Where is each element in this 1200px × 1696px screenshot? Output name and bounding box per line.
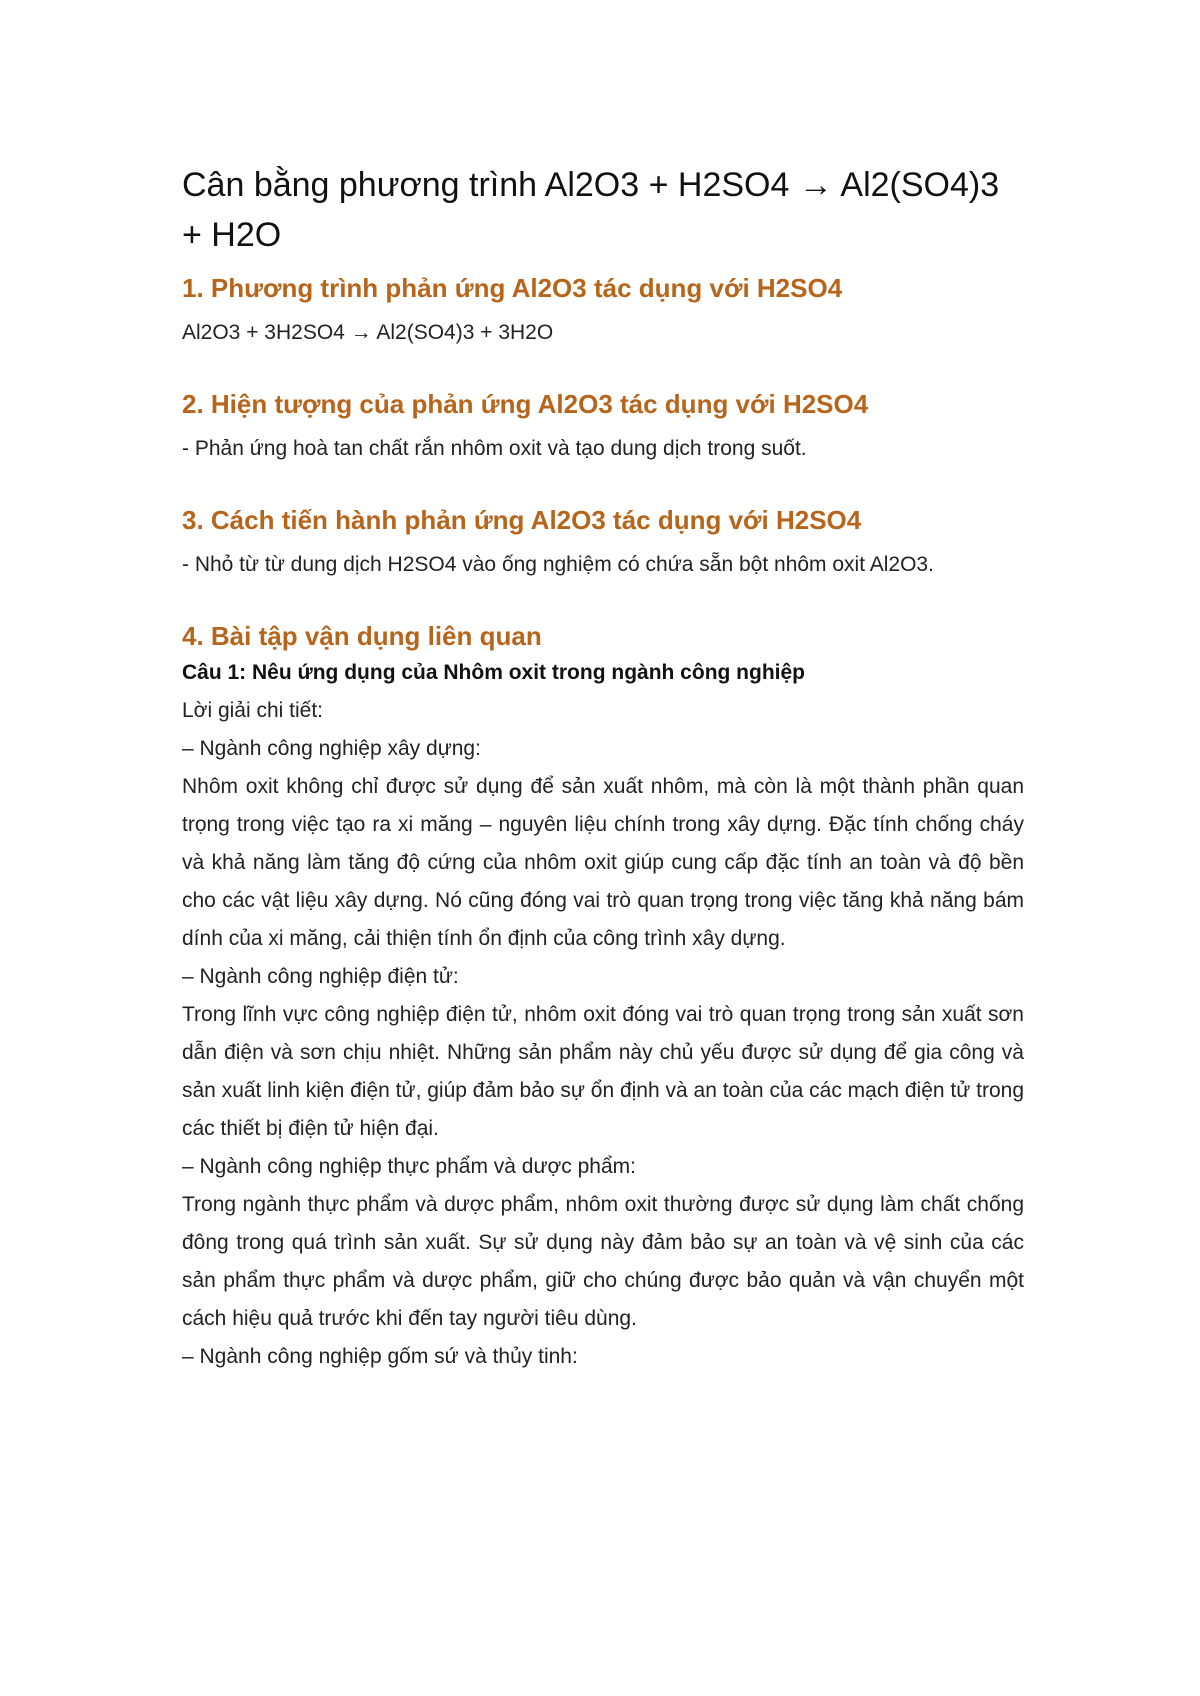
item-title-construction: – Ngành công nghiệp xây dựng:	[182, 737, 481, 760]
item-text-food-pharma: Trong ngành thực phẩm và dược phẩm, nhôm oxit thường được sử dụng làm chất chống đông trong quá trình sản xuất. Sự sử dụng này đảm bảo sự an toàn và vệ sinh của các sản phẩm thực phẩm và dược phẩm, giữ cho chúng được bảo quản và vận chuyển một cách hiệu quả trước khi đến tay người tiêu dùng.	[182, 1193, 1024, 1330]
item-title-ceramics-glass: – Ngành công nghiệp gốm sứ và thủy tinh:	[182, 1345, 578, 1368]
item-text-construction: Nhôm oxit không chỉ được sử dụng để sản xuất nhôm, mà còn là một thành phần quan trọng trong việc tạo ra xi măng – nguyên liệu chính trong xây dựng. Đặc tính chống cháy và khả năng làm tăng độ cứng của nhôm oxit giúp cung cấp đặc tính an toàn và độ bền cho các vật liệu xây dựng. Nó cũng đóng vai trò quan trọng trong việc tăng khả năng bám dính của xi măng, cải thiện tính ổn định của công trình xây dựng.	[182, 775, 1024, 950]
item-title-electronics: – Ngành công nghiệp điện tử:	[182, 965, 459, 988]
item-title-food-pharma: – Ngành công nghiệp thực phẩm và dược phẩm:	[182, 1155, 636, 1178]
section-heading-3: 3. Cách tiến hành phản ứng Al2O3 tác dụng với H2SO4	[182, 505, 862, 535]
section-body-3: - Nhỏ từ từ dung dịch H2SO4 vào ống nghiệm có chứa sẵn bột nhôm oxit Al2O3.	[182, 553, 934, 576]
section-heading-4: 4. Bài tập vận dụng liên quan	[182, 621, 542, 651]
section-heading-2: 2. Hiện tượng của phản ứng Al2O3 tác dụng với H2SO4	[182, 389, 869, 419]
item-text-electronics: Trong lĩnh vực công nghiệp điện tử, nhôm oxit đóng vai trò quan trọng trong sản xuất sơn dẫn điện và sơn chịu nhiệt. Những sản phẩm này chủ yếu được sử dụng để gia công và sản xuất linh kiện điện tử, giúp đảm bảo sự ổn định và an toàn của các mạch điện tử trong các thiết bị điện tử hiện đại.	[182, 1003, 1024, 1140]
question-label: Câu 1: Nêu ứng dụng của Nhôm oxit trong ngành công nghiệp	[182, 661, 806, 684]
section-body-2: - Phản ứng hoà tan chất rắn nhôm oxit và tạo dung dịch trong suốt.	[182, 437, 807, 460]
section-heading-1: 1. Phương trình phản ứng Al2O3 tác dụng với H2SO4	[182, 273, 843, 303]
section-body-1: Al2O3 + 3H2SO4 → Al2(SO4)3 + 3H2O	[182, 321, 554, 344]
document-content	[182, 160, 1024, 1376]
answer-label: Lời giải chi tiết:	[182, 699, 324, 722]
document-title: Cân bằng phương trình Al2O3 + H2SO4 → Al2(SO4)3 + H2O	[182, 166, 1000, 254]
